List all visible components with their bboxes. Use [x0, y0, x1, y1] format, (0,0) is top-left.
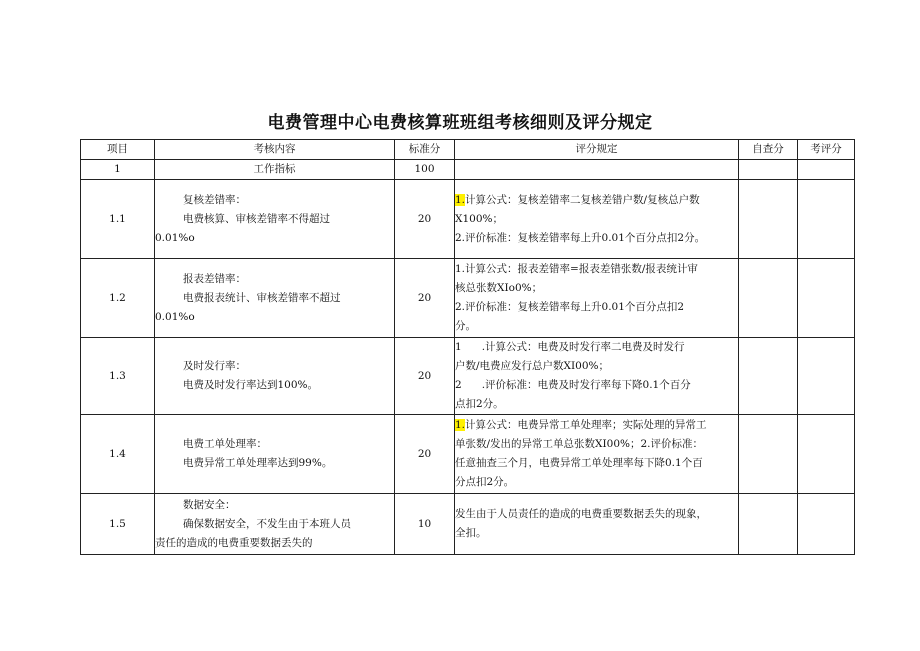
rule-line: 2.评价标准：复核差错率每上升0.01个百分点扣2分。	[455, 231, 706, 244]
rule-line	[455, 191, 738, 210]
row-id: 1.4	[81, 415, 155, 494]
highlight-mark: 1.	[455, 193, 466, 206]
table-header-row	[81, 140, 855, 160]
table-row	[81, 338, 855, 415]
table-row	[81, 180, 855, 259]
rule-line: 分点扣2分。	[455, 476, 515, 488]
assess-score-cell[interactable]	[798, 180, 855, 259]
row-content	[155, 160, 395, 180]
rule-line: 1 .计算公式：电费及时发行率二电费及时发行	[455, 341, 685, 353]
row-id: 1.1	[81, 180, 155, 259]
row-id: 1	[81, 160, 155, 180]
rule-line: 1.计算公式：报表差错率=报表差错张数/报表统计审	[455, 263, 698, 275]
content-line: 确保数据安全，不发生由于本班人员	[183, 517, 351, 530]
table-row	[81, 259, 855, 338]
highlight-mark: 1.	[455, 419, 466, 431]
row-rule	[455, 494, 739, 555]
row-content	[155, 494, 395, 555]
self-score-cell[interactable]	[739, 180, 798, 259]
header-content: 考核内容	[155, 140, 395, 160]
content-line: 报表差错率：	[183, 272, 246, 285]
content-line: 复核差错率：	[183, 193, 246, 206]
assess-score-cell[interactable]	[798, 338, 855, 415]
assessment-table	[80, 139, 855, 555]
row-content	[155, 338, 395, 415]
row-content	[155, 259, 395, 338]
row-rule	[455, 338, 739, 415]
content-line: 电费及时发行率达到100%。	[183, 379, 319, 391]
rule-line: 2.评价标准：复核差错率每上升0.01个百分点扣2	[455, 301, 685, 313]
row-rule	[455, 160, 739, 180]
row-rule	[455, 415, 739, 494]
row-score: 20	[395, 338, 455, 415]
assess-score-cell[interactable]	[798, 415, 855, 494]
row-score: 20	[395, 180, 455, 259]
self-score-cell[interactable]	[739, 338, 798, 415]
rule-line: 单张数/发出的异常工单总张数XI00%；2.评价标准：	[455, 438, 704, 450]
row-score: 20	[395, 259, 455, 338]
rule-line: X100%；	[455, 212, 503, 225]
assess-score-cell[interactable]	[798, 259, 855, 338]
header-self: 自查分	[739, 140, 798, 160]
self-score-cell[interactable]	[739, 160, 798, 180]
self-score-cell[interactable]	[739, 259, 798, 338]
header-rule: 评分规定	[455, 140, 739, 160]
rule-line: 2 .评价标准：电费及时发行率每下降0.1个百分	[455, 379, 691, 391]
content-line: 电费工单处理率：	[183, 438, 267, 450]
assess-score-cell[interactable]	[798, 160, 855, 180]
table-row	[81, 494, 855, 555]
row-score: 10	[395, 494, 455, 555]
rule-line: 任意抽查三个月，电费异常工单处理率每下降0.1个百	[455, 457, 703, 469]
content-line: 电费异常工单处理率达到99%。	[183, 457, 333, 469]
assess-score-cell[interactable]	[798, 494, 855, 555]
content-line: 0.01%o	[155, 310, 195, 323]
self-score-cell[interactable]	[739, 494, 798, 555]
rule-line: 分。	[455, 320, 476, 332]
row-content	[155, 415, 395, 494]
rule-line	[455, 416, 738, 435]
row-score: 20	[395, 415, 455, 494]
table-row	[81, 415, 855, 494]
rule-line: 户数/电费应发行总户数XI00%；	[455, 360, 609, 372]
row-id: 1.5	[81, 494, 155, 555]
document-title: 电费管理中心电费核算班班组考核细则及评分规定	[267, 113, 653, 133]
content-line: 数据安全：	[183, 498, 236, 511]
row-content	[155, 180, 395, 259]
row-id: 1.2	[81, 259, 155, 338]
rule-line: 发生由于人员责任的造成的电费重要数据丢失的现象，	[455, 508, 707, 520]
rule-line: 全扣。	[455, 527, 487, 539]
row-rule	[455, 180, 739, 259]
content-line: 及时发行率：	[183, 360, 246, 372]
rule-line: 点扣2分。	[455, 398, 504, 410]
rule-line: 核总张数XIo0%；	[455, 282, 543, 294]
content-line: 工作指标	[253, 163, 296, 175]
row-id: 1.3	[81, 338, 155, 415]
row-score: 100	[395, 160, 455, 180]
header-standard: 标准分	[395, 140, 455, 160]
self-score-cell[interactable]	[739, 415, 798, 494]
rule-line-text: 计算公式：复核差错率二复核差错户数/复核总户数	[465, 193, 700, 206]
header-item: 项目	[81, 140, 155, 160]
content-line: 电费核算、审核差错率不得超过	[183, 212, 330, 225]
content-line: 责任的造成的电费重要数据丢失的	[155, 536, 313, 549]
table-row	[81, 160, 855, 180]
header-assess: 考评分	[798, 140, 855, 160]
content-line: 电费报表统计、审核差错率不超过	[183, 291, 341, 304]
content-line: 0.01%o	[155, 231, 195, 244]
rule-line-text: 计算公式：电费异常工单处理率；实际处理的异常工	[465, 419, 707, 431]
row-rule	[455, 259, 739, 338]
